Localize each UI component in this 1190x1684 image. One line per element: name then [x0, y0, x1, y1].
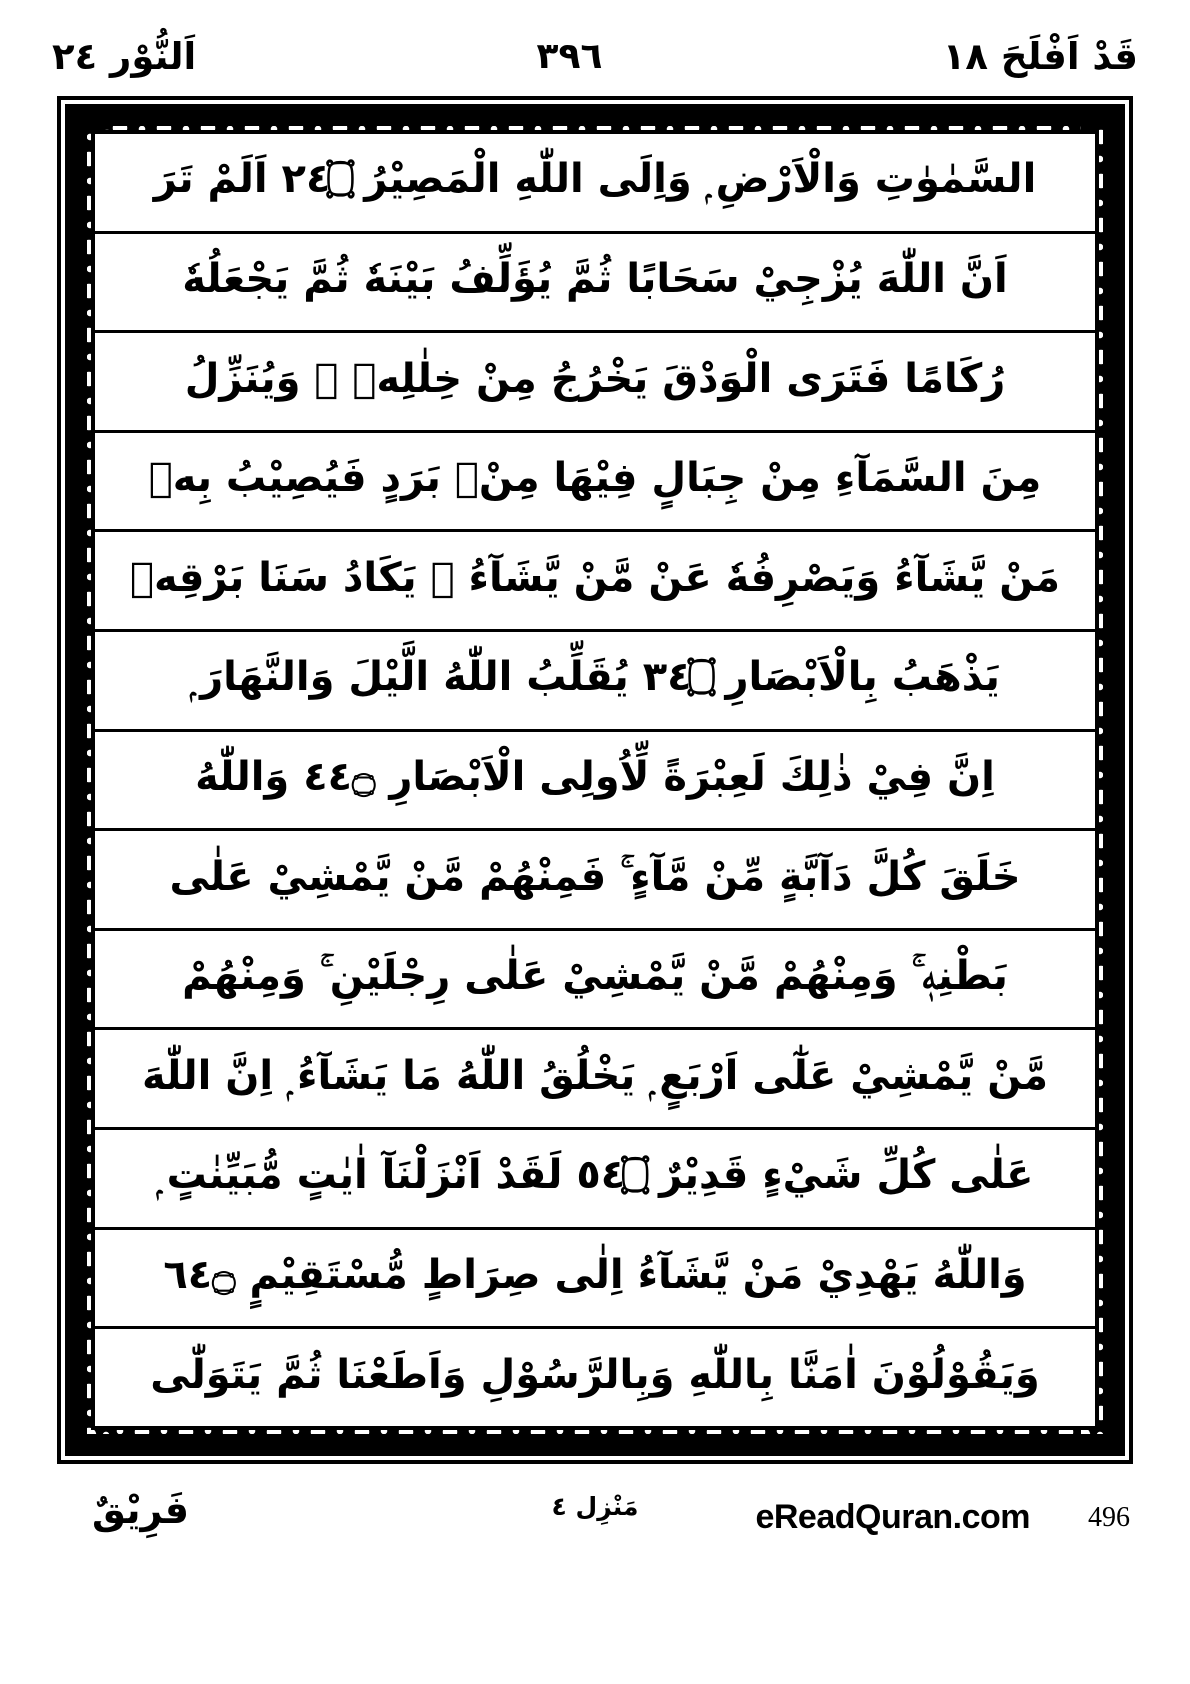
- text-block-frame: [91, 130, 1099, 1430]
- ayah-line: [95, 532, 1095, 632]
- ayah-line-text: خَلَقَ كُلَّ دَآبَّةٍ مِّنْ مَّآءٍ ۚ فَمِنْهُمْ مَّنْ يَّمْشِيْ عَلٰى: [169, 853, 1021, 900]
- ayah-line: [95, 1130, 1095, 1230]
- ayah-line: [95, 1329, 1095, 1426]
- catchword-label: فَرِيْقٌ: [92, 1488, 190, 1532]
- juz-name-label: قَدْ اَفْلَحَ ١٨: [942, 34, 1138, 78]
- ayah-line-text: السَّمٰوٰتِ وَالْاَرْضِ ۭ وَاِلَى اللّٰهِ الْمَصِيْرُ ۝٤٢ اَلَمْ تَرَ: [153, 156, 1037, 203]
- ayah-line: [95, 1030, 1095, 1130]
- ayah-line-text: يَذْهَبُ بِالْاَبْصَارِ ۝٤٣ يُقَلِّبُ اللّٰهُ الَّيْلَ وَالنَّهَارَ ۭ: [190, 654, 1000, 701]
- ayah-line: [95, 433, 1095, 533]
- ayah-line-text: وَيَقُوْلُوْنَ اٰمَنَّا بِاللّٰهِ وَبِالرَّسُوْلِ وَاَطَعْنَا ثُمَّ يَتَوَلّٰى: [150, 1351, 1040, 1398]
- ayah-line-text: وَاللّٰهُ يَهْدِيْ مَنْ يَّشَآءُ اِلٰى صِرَاطٍ مُّسْتَقِيْمٍ ۝٤٦: [163, 1252, 1027, 1298]
- ayah-line: [95, 931, 1095, 1031]
- ayah-line-text: رُكَامًا فَتَرَى الْوَدْقَ يَخْرُجُ مِنْ خِلٰلِهٖ ۚ وَيُنَزِّلُ: [184, 355, 1006, 402]
- ayah-line-text: اِنَّ فِيْ ذٰلِكَ لَعِبْرَةً لِّاُولِى الْاَبْصَارِ ۝٤٤ وَاللّٰهُ: [195, 753, 995, 800]
- page-header: [0, 22, 1190, 92]
- ayah-line-text: مَنْ يَّشَآءُ وَيَصْرِفُهٗ عَنْ مَّنْ يَّشَآءُ ۭ يَكَادُ سَنَا بَرْقِهٖ: [129, 554, 1061, 601]
- page-footer: [0, 1480, 1190, 1600]
- ayah-line-text: مَّنْ يَّمْشِيْ عَلٰٓى اَرْبَعٍ ۭ يَخْلُقُ اللّٰهُ مَا يَشَآءُ ۭ اِنَّ اللّٰهَ: [142, 1052, 1048, 1099]
- ayah-line-text: بَطْنِهٖ ۚ وَمِنْهُمْ مَّنْ يَّمْشِيْ عَلٰى رِجْلَيْنِ ۚ وَمِنْهُمْ: [182, 953, 1008, 1000]
- ayah-line: [95, 831, 1095, 931]
- ayah-line-text: اَنَّ اللّٰهَ يُزْجِيْ سَحَابًا ثُمَّ يُؤَلِّفُ بَيْنَهٗ ثُمَّ يَجْعَلُهٗ: [182, 255, 1008, 302]
- page-number-arabic: ٣٩٦: [536, 36, 603, 78]
- decorative-frame: [57, 96, 1133, 1464]
- ayah-line: [95, 333, 1095, 433]
- ayah-line: [95, 632, 1095, 732]
- footer-page-number: 496: [1088, 1502, 1130, 1533]
- ayah-line-text: مِنَ السَّمَآءِ مِنْ جِبَالٍ فِيْهَا مِنْۢ بَرَدٍ فَيُصِيْبُ بِهٖ: [148, 455, 1042, 502]
- ayah-line: [95, 1230, 1095, 1330]
- ayah-line: [95, 134, 1095, 234]
- site-name-label: eReadQuran.com: [755, 1498, 1030, 1536]
- ayah-line: [95, 732, 1095, 832]
- manzil-label: مَنْزِل ٤: [551, 1492, 639, 1521]
- surah-name-label: اَلنُّوْر ٢٤: [52, 34, 197, 78]
- ayah-line: [95, 234, 1095, 334]
- ayah-line-text: عَلٰى كُلِّ شَيْءٍ قَدِيْرٌ ۝٤٥ لَقَدْ اَنْزَلْنَآ اٰيٰتٍ مُّبَيِّنٰتٍ ۭ: [156, 1152, 1034, 1199]
- ayah-lines-container: [95, 134, 1095, 1426]
